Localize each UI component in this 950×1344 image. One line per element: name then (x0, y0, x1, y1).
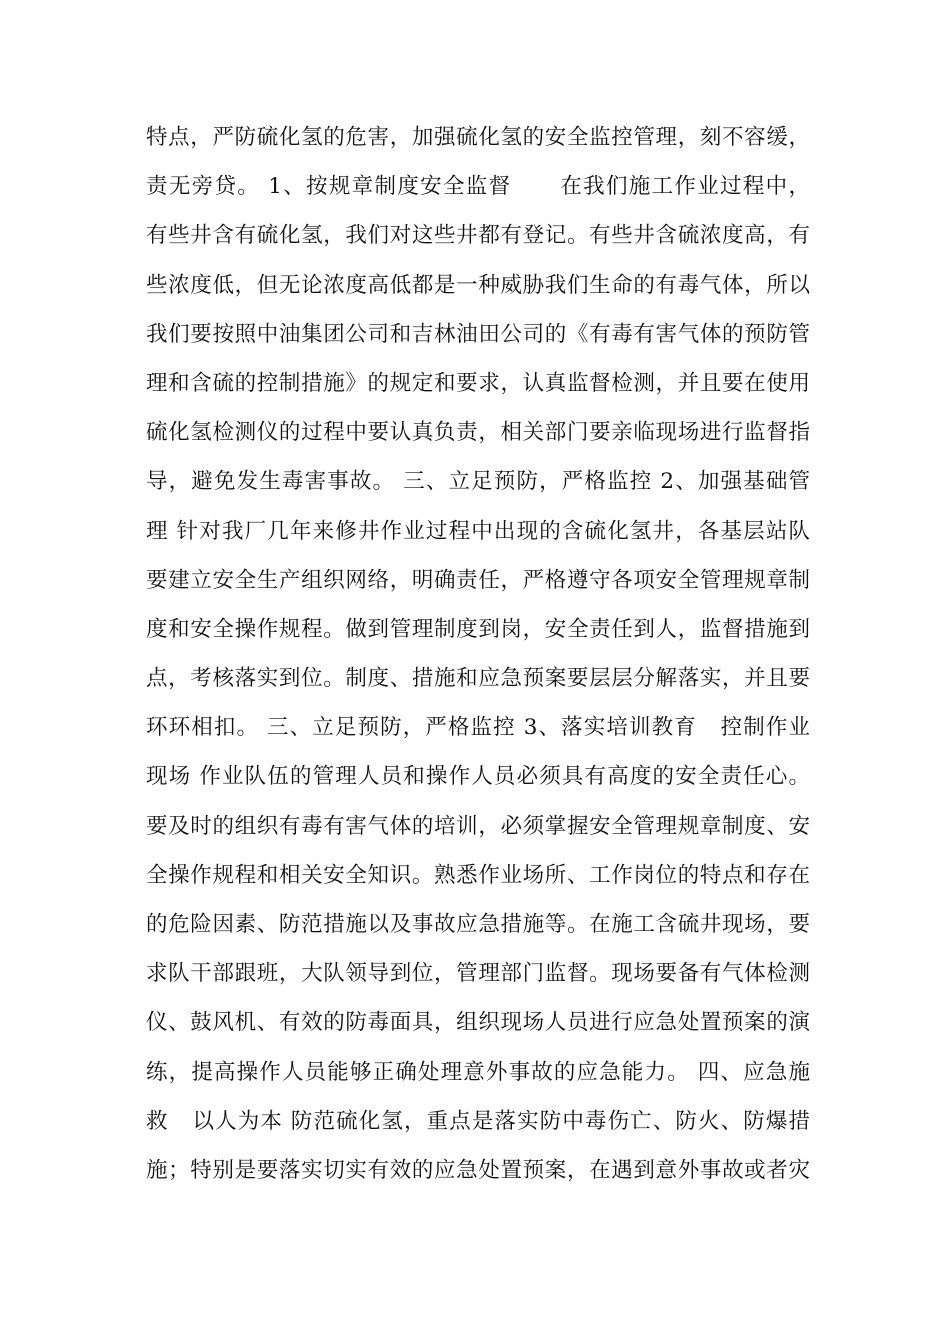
text-line-18: 求队干部跟班，大队领导到位，管理部门监督。现场要备有气体检测 (146, 961, 810, 987)
text-line-1: 特点，严防硫化氢的危害，加强硫化氢的安全监控管理，刻不容缓， (146, 125, 810, 150)
text-line-10: 要建立安全生产组织网络，明确责任，严格遵守各项安全管理规章制 (146, 567, 810, 593)
text-line-16: 全操作规程和相关安全知识。熟悉作业场所、工作岗位的特点和存在 (146, 862, 810, 888)
text-line-22: 施；特别是要落实切实有效的应急处置预案，在遇到意外事故或者灾 (146, 1157, 810, 1183)
text-line-6: 理和含硫的控制措施》的规定和要求，认真监督检测，并且要在使用 (146, 370, 810, 396)
text-line-8: 导，避免发生毒害事故。 三、立足预防，严格监控 2、加强基础管 (146, 469, 810, 495)
text-line-19: 仪、鼓风机、有效的防毒面具，组织现场人员进行应急处置预案的演 (146, 1010, 810, 1036)
text-line-2: 责无旁贷。 1、按规章制度安全监督 在我们施工作业过程中， (146, 174, 810, 200)
text-line-4: 些浓度低，但无论浓度高低都是一种威胁我们生命的有毒气体，所以 (146, 272, 810, 298)
text-line-3: 有些井含有硫化氢，我们对这些井都有登记。有些井含硫浓度高，有 (146, 223, 810, 249)
text-line-5: 我们要按照中油集团公司和吉林油田公司的《有毒有害气体的预防管 (146, 321, 810, 347)
text-line-9: 理 针对我厂几年来修井作业过程中出现的含硫化氢井，各基层站队 (146, 518, 810, 544)
text-line-7: 硫化氢检测仪的过程中要认真负责，相关部门要亲临现场进行监督指 (146, 420, 810, 446)
body-paragraph (146, 113, 810, 1195)
text-line-20: 练，提高操作人员能够正确处理意外事故的应急能力。 四、应急施 (146, 1059, 810, 1085)
text-line-11: 度和安全操作规程。做到管理制度到岗，安全责任到人，监督措施到 (146, 616, 810, 642)
text-line-17: 的危险因素、防范措施以及事故应急措施等。在施工含硫井现场，要 (146, 912, 810, 937)
text-line-13: 环环相扣。 三、立足预防，严格监控 3、落实培训教育 控制作业 (146, 715, 810, 741)
text-line-12: 点，考核落实到位。制度、措施和应急预案要层层分解落实，并且要 (146, 666, 810, 692)
text-line-21: 救 以人为本 防范硫化氢，重点是落实防中毒伤亡、防火、防爆措 (146, 1108, 810, 1134)
text-line-14: 现场 作业队伍的管理人员和操作人员必须具有高度的安全责任心。 (146, 764, 810, 790)
text-line-15: 要及时的组织有毒有害气体的培训，必须掌握安全管理规章制度、安 (146, 813, 810, 839)
